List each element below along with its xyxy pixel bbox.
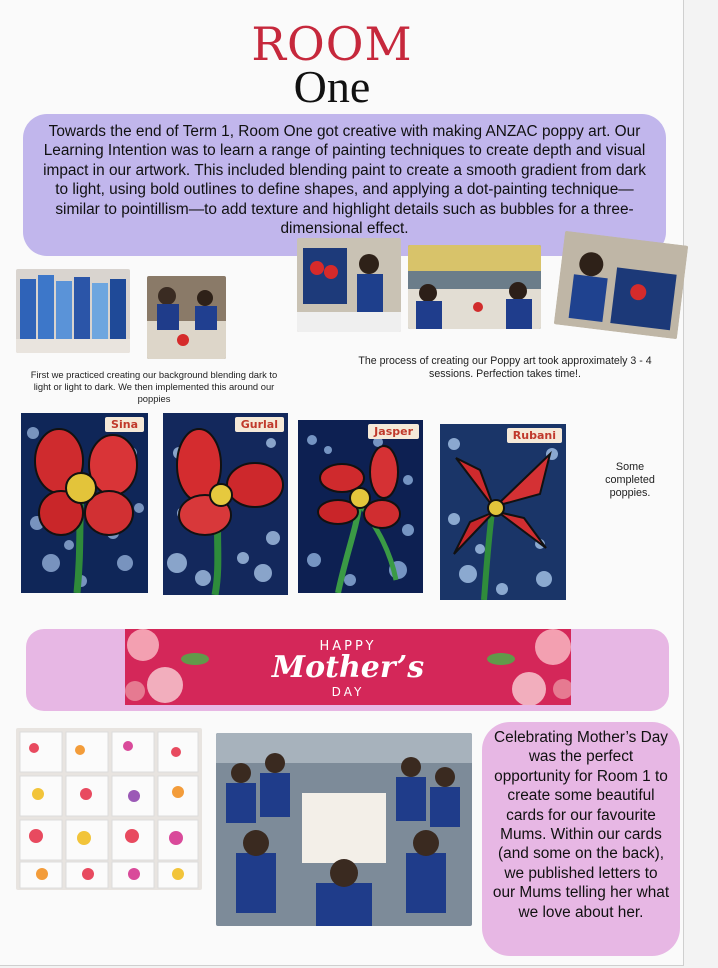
mothers-day-text-panel: [482, 722, 680, 956]
poppy-painting-sina: [21, 413, 148, 593]
artist-name-tag: Rubani: [507, 428, 562, 443]
photo-mothers-day-cards: [16, 728, 202, 890]
photo-students-painting: [147, 276, 226, 359]
photo-background-strips: [16, 269, 130, 353]
mothers-day-text: Celebrating Mother’s Day was the perfect opportunity for Room 1 to create some beautiful cards for our favourite Mums. Within our cards (and some on the back), we published letters to our Mums telling her what we love about her.: [492, 729, 670, 921]
photo-class-group: [216, 733, 472, 926]
poppy-painting-jasper: [298, 420, 423, 593]
caption-background-blending: First we practiced creating our background blending dark to light or light to dark. We then implemented this around our poppies: [30, 369, 278, 404]
intro-text: Towards the end of Term 1, Room One got creative with making ANZAC poppy art. Our Learning Intention was to learn a range of painting techniques to create depth and visual impact in our artwork. This included blending paint to create a smooth gradient from dark to light, using bold outlines to define shapes, and applying a dot-painting technique—similar to pointillism—to add texture and highlight details such as bubbles for a three-dimensional effect.: [43, 123, 646, 238]
caption-completed-poppies: Some completed poppies.: [605, 461, 655, 499]
photo-classroom-table: [408, 245, 541, 329]
artist-name-tag: Sina: [105, 417, 144, 432]
artist-name-tag: Jasper: [368, 424, 419, 439]
artist-name-tag: Gurlal: [235, 417, 284, 432]
poppy-artwork-sina: [21, 413, 148, 593]
poppy-painting-rubani: [440, 424, 566, 600]
mothers-day-banner: [125, 629, 571, 705]
poppy-artwork-jasper: [298, 420, 423, 593]
poppy-artwork-rubani: [440, 424, 566, 600]
page-title-room: ROOM: [251, 17, 413, 71]
banner-mothers-text: Mother’s: [271, 650, 425, 685]
banner-day-text: DAY: [331, 685, 365, 699]
banner-happy-text: HAPPY: [319, 639, 377, 654]
caption-process: The process of creating our Poppy art took approximately 3 - 4 sessions. Perfection takes time!.: [358, 355, 652, 380]
photo-student-with-artwork: [297, 238, 401, 332]
poppy-artwork-gurlal: [163, 413, 288, 595]
photo-student-dot-painting: [554, 231, 689, 339]
poppy-painting-gurlal: [163, 413, 288, 595]
page-title-one: One: [293, 61, 371, 112]
